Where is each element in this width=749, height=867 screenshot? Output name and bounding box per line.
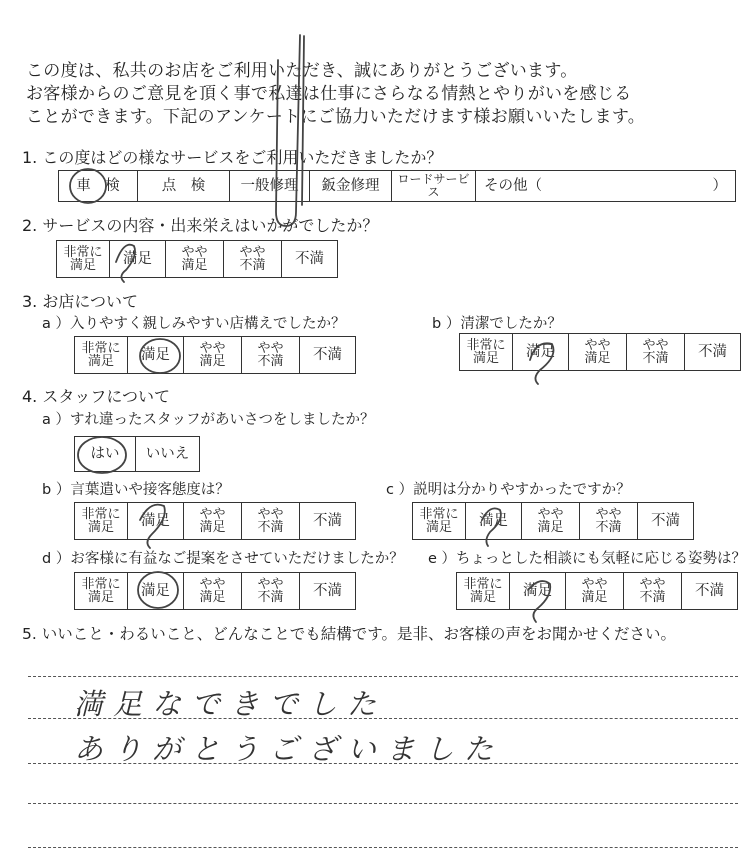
q3a-option-satisfied[interactable]: 満足 xyxy=(127,337,183,373)
q1-options xyxy=(58,170,736,202)
q2-option-somewhat-dissatisfied[interactable]: やや 不満 xyxy=(223,241,281,277)
intro-line: お客様からのご意見を頂く事で私達は仕事にさらなる情熱とやりがいを感じる xyxy=(26,84,632,104)
intro-text xyxy=(26,60,645,129)
q4b-option-somewhat-dissatisfied[interactable]: やや 不満 xyxy=(241,503,299,539)
answer-line xyxy=(28,676,738,677)
q4d-option-dissatisfied[interactable]: 不満 xyxy=(299,573,355,609)
answer-line xyxy=(28,847,738,848)
q4e-option-dissatisfied[interactable]: 不満 xyxy=(681,573,737,609)
q3b-option-very-satisfied[interactable]: 非常に 満足 xyxy=(466,338,506,366)
q3b-option-dissatisfied[interactable]: 不満 xyxy=(684,334,740,370)
q3a-option-very-satisfied[interactable]: 非常に 満足 xyxy=(81,341,121,369)
q4d-option-very-satisfied[interactable]: 非常に 満足 xyxy=(81,577,121,605)
question-4b: b ）言葉遣いや接客態度は？ xyxy=(42,482,230,498)
intro-line: この度は、私共のお店をご利用いただき、誠にありがとうございます。 xyxy=(26,61,578,81)
q3a-option-somewhat-satisfied[interactable]: やや 満足 xyxy=(183,337,241,373)
q4e-scale xyxy=(456,572,738,610)
q1-option-other[interactable] xyxy=(475,171,735,201)
q4c-option-somewhat-satisfied[interactable]: やや 満足 xyxy=(521,503,579,539)
q1-option-body-repair[interactable]: 鈑金修理 xyxy=(309,171,391,201)
q4c-option-very-satisfied[interactable]: 非常に 満足 xyxy=(419,507,459,535)
q3b-option-somewhat-dissatisfied[interactable]: やや 不満 xyxy=(626,334,684,370)
question-4: 4. スタッフについて xyxy=(22,387,171,406)
q4b-option-very-satisfied[interactable]: 非常に 満足 xyxy=(81,507,121,535)
question-4d: d ）お客様に有益なご提案をさせていただけましたか？ xyxy=(42,551,404,567)
q3b-scale xyxy=(459,333,741,371)
q4a-option-no[interactable]: いいえ xyxy=(135,437,199,471)
q4c-option-somewhat-dissatisfied[interactable]: やや 不満 xyxy=(579,503,637,539)
handwritten-comment-line-2: ありがとうございました xyxy=(74,732,504,766)
q2-option-very-satisfied[interactable]: 非常に 満足 xyxy=(63,245,103,273)
question-5: 5. いいこと・わるいこと、どんなことでも結構です。是非、お客様の声をお聞かせください。 xyxy=(22,625,676,643)
q1-other-close: ） xyxy=(712,177,727,194)
q3b-option-somewhat-satisfied[interactable]: やや 満足 xyxy=(568,334,626,370)
q4a-option-yes[interactable]: はい xyxy=(90,445,120,462)
q3b-option-satisfied[interactable]: 満足 xyxy=(512,334,568,370)
q4d-option-somewhat-dissatisfied[interactable]: やや 不満 xyxy=(241,573,299,609)
question-3b: b ）清潔でしたか？ xyxy=(432,316,562,332)
q4e-option-somewhat-dissatisfied[interactable]: やや 不満 xyxy=(623,573,681,609)
answer-line xyxy=(28,803,738,804)
q1-option-inspection[interactable]: 点 検 xyxy=(137,171,229,201)
q4d-option-somewhat-satisfied[interactable]: やや 満足 xyxy=(183,573,241,609)
intro-line: ことができます。下記のアンケートにご協力いただけます様お願いいたします。 xyxy=(26,107,646,127)
question-3a: a ）入りやすく親しみやすい店構えでしたか？ xyxy=(42,316,346,332)
q4c-scale xyxy=(412,502,694,540)
q4d-scale xyxy=(74,572,356,610)
q1-option-shaken[interactable]: 車 検 xyxy=(76,177,120,194)
question-4a: a ）すれ違ったスタッフがあいさつをしましたか？ xyxy=(42,412,375,428)
q3a-option-somewhat-dissatisfied[interactable]: やや 不満 xyxy=(241,337,299,373)
q4c-option-satisfied[interactable]: 満足 xyxy=(465,503,521,539)
question-2: 2. サービスの内容・出来栄えはいかがでしたか？ xyxy=(22,216,379,235)
q2-option-dissatisfied[interactable]: 不満 xyxy=(281,241,337,277)
q3a-scale xyxy=(74,336,356,374)
q4b-option-satisfied[interactable]: 満足 xyxy=(127,503,183,539)
q3a-option-dissatisfied[interactable]: 不満 xyxy=(299,337,355,373)
q4c-option-dissatisfied[interactable]: 不満 xyxy=(637,503,693,539)
q2-scale xyxy=(56,240,338,278)
q1-other-open: その他（ xyxy=(484,177,542,194)
q4b-option-dissatisfied[interactable]: 不満 xyxy=(299,503,355,539)
q1-option-general-repair[interactable]: 一般修理 xyxy=(229,171,309,201)
handwritten-comment-line-1: 満足なできでした xyxy=(74,687,387,721)
q4e-option-satisfied[interactable]: 満足 xyxy=(509,573,565,609)
question-4e: e ）ちょっとした相談にも気軽に応じる姿勢は？ xyxy=(428,551,747,567)
q4b-option-somewhat-satisfied[interactable]: やや 満足 xyxy=(183,503,241,539)
q2-option-somewhat-satisfied[interactable]: やや 満足 xyxy=(165,241,223,277)
q2-option-satisfied[interactable]: 満足 xyxy=(109,241,165,277)
q4e-option-very-satisfied[interactable]: 非常に 満足 xyxy=(463,577,503,605)
question-1: 1. この度はどの様なサービスをご利用いただきましたか？ xyxy=(22,148,443,167)
q4a-options xyxy=(74,436,200,472)
q4b-scale xyxy=(74,502,356,540)
q1-option-road-service[interactable]: ロードサービス xyxy=(391,171,475,201)
q4d-option-satisfied[interactable]: 満足 xyxy=(127,573,183,609)
question-3: 3. お店について xyxy=(22,292,139,311)
q4e-option-somewhat-satisfied[interactable]: やや 満足 xyxy=(565,573,623,609)
question-4c: c ）説明は分かりやすかったですか？ xyxy=(386,482,631,498)
